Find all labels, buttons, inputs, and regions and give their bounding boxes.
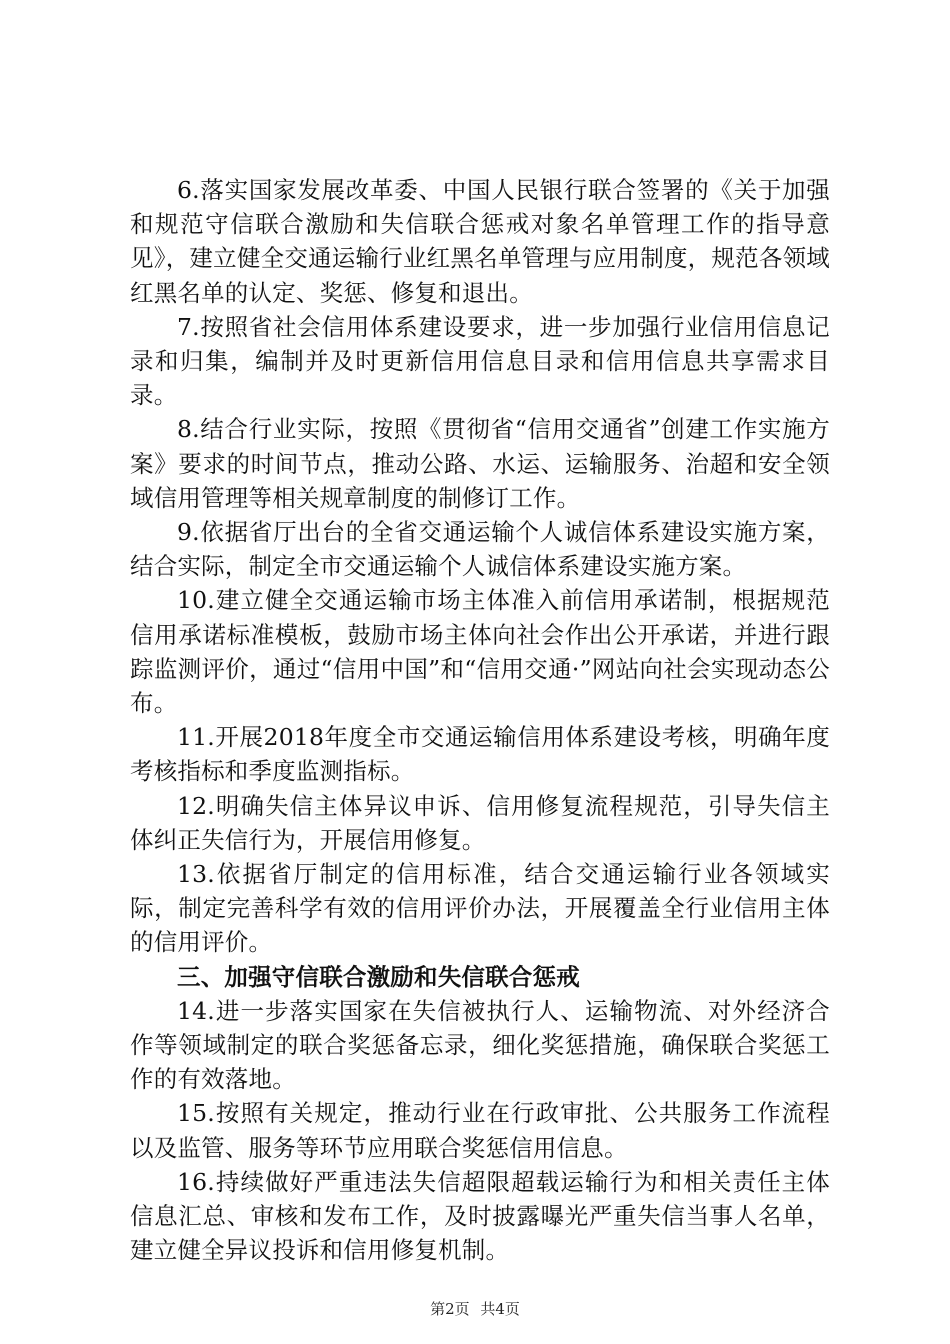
page-total: 共4页 (480, 1300, 520, 1318)
paragraph-item-6: 6.落实国家发展改革委、中国人民银行联合签署的《关于加强和规范守信联合激励和失信联合惩戒对象名单管理工作的指导意见》，建立健全交通运输行业红黑名单管理与应用制度，规范各领域红黑名单的认定、奖惩、修复和退出。 (130, 176, 830, 307)
section-heading: 三、加强守信联合激励和失信联合惩戒 (177, 962, 580, 991)
paragraph-item-13: 13.依据省厅制定的信用标准，结合交通运输行业各领域实际，制定完善科学有效的信用评价办法，开展覆盖全行业信用主体的信用评价。 (130, 860, 830, 957)
paragraph-item-7: 7.按照省社会信用体系建设要求，进一步加强行业信用信息记录和归集，编制并及时更新信用信息目录和信用信息共享需求目录。 (130, 312, 830, 410)
paragraph-item-10: 10.建立健全交通运输市场主体准入前信用承诺制，根据规范信用承诺标准模板，鼓励市场主体向社会作出公开承诺，并进行跟踪监测评价，通过“信用中国”和“信用交通·”网站向社会实现动态公布。 (130, 586, 830, 718)
paragraph-item-12: 12.明确失信主体异议申诉、信用修复流程规范，引导失信主体纠正失信行为，开展信用修复。 (130, 791, 830, 854)
paragraph-item-16: 16.持续做好严重违法失信超限超载运输行为和相关责任主体信息汇总、审核和发布工作，及时披露曝光严重失信当事人名单，建立健全异议投诉和信用修复机制。 (130, 1167, 830, 1265)
paragraph-item-15: 15.按照有关规定，推动行业在行政审批、公共服务工作流程以及监管、服务等环节应用联合奖惩信用信息。 (130, 1099, 830, 1162)
page-number: 第2页 (430, 1300, 470, 1318)
page-footer (0, 1298, 950, 1319)
paragraph-item-14: 14.进一步落实国家在失信被执行人、运输物流、对外经济合作等领域制定的联合奖惩备忘录，细化奖惩措施，确保联合奖惩工作的有效落地。 (130, 996, 830, 1094)
paragraph-item-11: 11.开展2018年度全市交通运输信用体系建设考核，明确年度考核指标和季度监测指标。 (130, 723, 830, 786)
paragraph-item-9: 9.依据省厅出台的全省交通运输个人诚信体系建设实施方案，结合实际，制定全市交通运输个人诚信体系建设实施方案。 (130, 518, 830, 581)
paragraph-item-8: 8.结合行业实际，按照《贯彻省“信用交通省”创建工作实施方案》要求的时间节点，推动公路、水运、运输服务、治超和安全领域信用管理等相关规章制度的制修订工作。 (130, 415, 830, 512)
document-body (130, 173, 830, 1268)
